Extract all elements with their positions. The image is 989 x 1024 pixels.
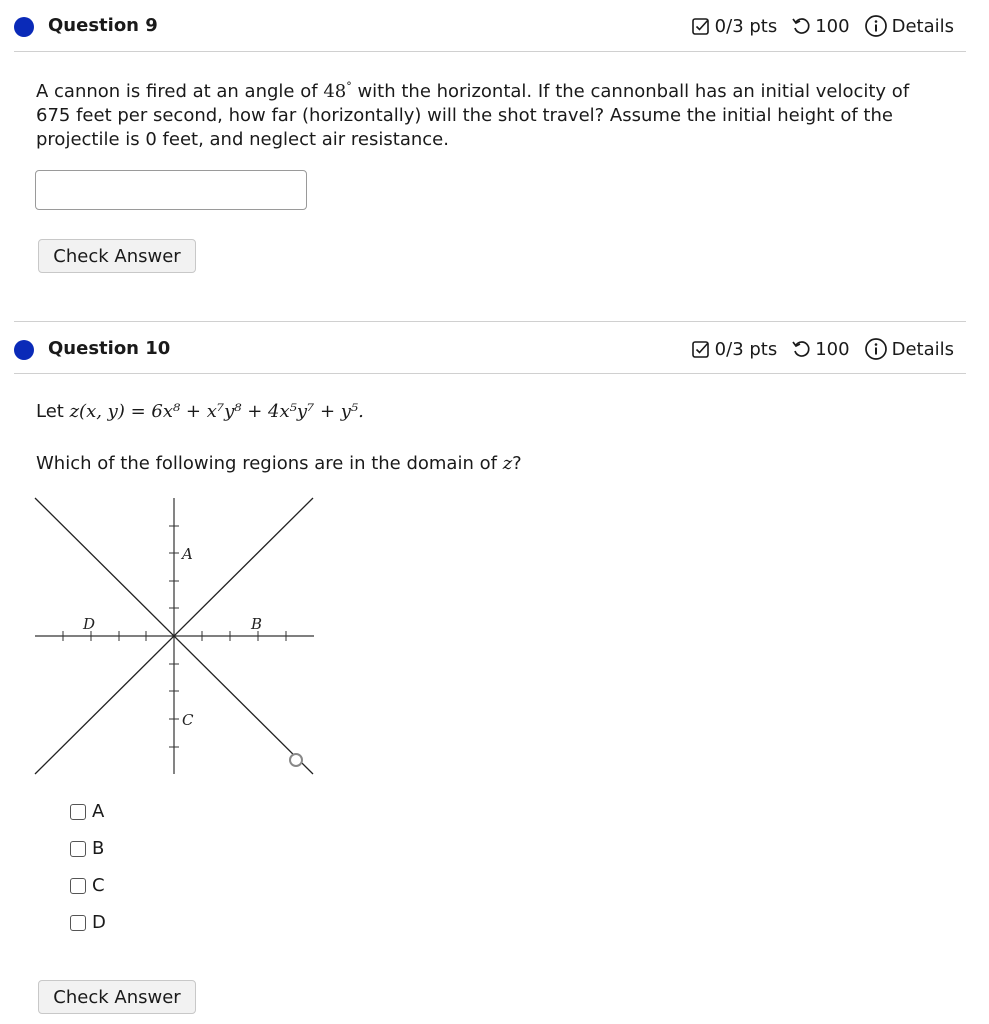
details-label[interactable]: Details — [891, 15, 954, 37]
question-9-header — [14, 2, 966, 50]
question-meta — [677, 337, 954, 361]
checkbox-pencil-icon — [691, 339, 711, 359]
question-10-header — [14, 325, 966, 373]
angle-value: 48° — [323, 80, 352, 102]
check-answer-button[interactable]: Check Answer — [38, 239, 196, 273]
check-answer-button[interactable]: Check Answer — [38, 980, 196, 1014]
region-label-d: D — [83, 615, 96, 633]
details-label[interactable]: Details — [891, 338, 954, 360]
region-label-b: B — [251, 615, 263, 633]
region-label-a: A — [182, 545, 193, 563]
points-indicator — [691, 339, 778, 360]
choice-d[interactable]: D — [70, 912, 106, 933]
choice-c[interactable]: C — [70, 875, 105, 896]
question-text-line: A cannon is fired at an angle of 48° with the horizontal. If the cannonball has an initial velocity of — [36, 80, 910, 102]
region-label-c: C — [182, 711, 194, 729]
question-text-line: 675 feet per second, how far (horizontally) will the shot travel? Assume the initial height of the — [36, 105, 893, 126]
question-status-dot — [14, 340, 34, 360]
question-text-line: projectile is 0 feet, and neglect air resistance. — [36, 129, 449, 150]
section-divider — [14, 321, 966, 322]
checkbox[interactable] — [70, 804, 86, 820]
question-status-dot — [14, 17, 34, 37]
question-title: Question 10 — [48, 338, 171, 359]
details-link[interactable] — [864, 14, 954, 38]
points-text: 0/3 pts — [714, 15, 778, 37]
header-divider — [14, 373, 966, 374]
info-circle-icon — [864, 14, 888, 38]
info-circle-icon — [864, 337, 888, 361]
function-definition: Let z(x, y) = 6x⁸ + x⁷y⁸ + 4x⁵y⁷ + y⁵. — [36, 401, 364, 422]
header-divider — [14, 51, 966, 52]
question-meta — [677, 14, 954, 38]
question-title: Question 9 — [48, 15, 158, 36]
choice-a[interactable]: A — [70, 801, 104, 822]
answer-input[interactable] — [35, 170, 307, 210]
retry-icon — [791, 339, 811, 359]
checkbox[interactable] — [70, 915, 86, 931]
attempts-indicator — [791, 16, 849, 37]
retry-icon — [791, 16, 811, 36]
details-link[interactable] — [864, 337, 954, 361]
function-expression: z(x, y) = 6x⁸ + x⁷y⁸ + 4x⁵y⁷ + y⁵. — [69, 401, 364, 422]
question-9-text — [36, 75, 936, 152]
points-indicator — [691, 16, 778, 37]
checkbox-pencil-icon — [691, 16, 711, 36]
attempts-text: 100 — [815, 338, 850, 360]
points-text: 0/3 pts — [714, 338, 778, 360]
attempts-indicator — [791, 339, 849, 360]
checkbox[interactable] — [70, 878, 86, 894]
regions-graph — [30, 496, 330, 786]
domain-prompt: Which of the following regions are in the domain of z? — [36, 453, 522, 474]
choice-b[interactable]: B — [70, 838, 104, 859]
checkbox[interactable] — [70, 841, 86, 857]
attempts-text: 100 — [815, 15, 850, 37]
